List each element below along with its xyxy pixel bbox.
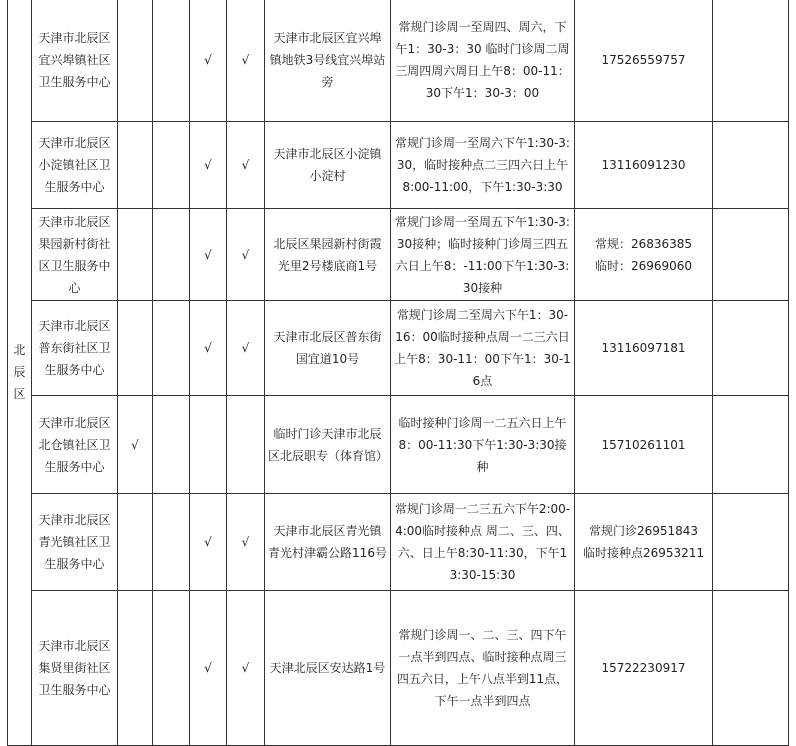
- col4-cell: [227, 396, 265, 494]
- col1-cell: √: [118, 396, 153, 494]
- hours-cell: 常规门诊周二至周六下午1：30-16：00临时接种点周一二三六日上午8：30-11：00下午1：30-16点: [391, 301, 575, 396]
- phone-cell: 13116091230: [575, 122, 713, 209]
- phone-cell: 常规：26836385 临时：26969060: [575, 209, 713, 301]
- hours-cell: 常规门诊周一至周四、周六，下午1：30-3：30 临时门诊周二周三周四周六周日上午8：00-11：30下午1：30-3：00: [391, 0, 575, 122]
- address-cell: 临时门诊天津市北辰区北辰职专（体育馆）: [265, 396, 391, 494]
- address-cell: 天津北辰区安达路1号: [265, 591, 391, 746]
- col3-cell: √: [190, 591, 227, 746]
- col2-cell: [153, 0, 190, 122]
- col3-cell: √: [190, 209, 227, 301]
- col2-cell: [153, 209, 190, 301]
- center-name: 天津市北辰区宜兴埠镇社区卫生服务中心: [32, 0, 118, 122]
- col1-cell: [118, 122, 153, 209]
- col3-cell: √: [190, 122, 227, 209]
- extra-cell: [713, 494, 789, 591]
- center-name: 天津市北辰区青光镇社区卫生服务中心: [32, 494, 118, 591]
- hours-cell: 常规门诊周一二三五六下午2:00-4:00临时接种点 周二、三、四、六、日上午8:30-11:30，下午13:30-15:30: [391, 494, 575, 591]
- center-name: 天津市北辰区北仓镇社区卫生服务中心: [32, 396, 118, 494]
- col1-cell: [118, 209, 153, 301]
- table-row: [8, 591, 789, 746]
- phone-cell: 15722230917: [575, 591, 713, 746]
- col4-cell: √: [227, 122, 265, 209]
- phone-cell: 常规门诊26951843 临时接种点26953211: [575, 494, 713, 591]
- col4-cell: √: [227, 591, 265, 746]
- col2-cell: [153, 396, 190, 494]
- col4-cell: √: [227, 209, 265, 301]
- address-cell: 天津市北辰区小淀镇小淀村: [265, 122, 391, 209]
- col1-cell: [118, 0, 153, 122]
- col4-cell: √: [227, 301, 265, 396]
- col2-cell: [153, 591, 190, 746]
- address-cell: 天津市北辰区宜兴埠镇地铁3号线宜兴埠站旁: [265, 0, 391, 122]
- extra-cell: [713, 0, 789, 122]
- col3-cell: √: [190, 0, 227, 122]
- hours-cell: 常规门诊周一、二、三、四下午一点半到四点、临时接种点周三四五六日，上午八点半到11点，下午一点半到四点: [391, 591, 575, 746]
- clinic-table: [7, 0, 789, 746]
- extra-cell: [713, 122, 789, 209]
- col1-cell: [118, 494, 153, 591]
- extra-cell: [713, 301, 789, 396]
- phone-cell: 17526559757: [575, 0, 713, 122]
- col1-cell: [118, 301, 153, 396]
- col3-cell: √: [190, 494, 227, 591]
- center-name: 天津市北辰区普东街社区卫生服务中心: [32, 301, 118, 396]
- table-row: [8, 209, 789, 301]
- col3-cell: √: [190, 301, 227, 396]
- col2-cell: [153, 122, 190, 209]
- extra-cell: [713, 209, 789, 301]
- table-row: [8, 494, 789, 591]
- table-row: [8, 122, 789, 209]
- table-row: [8, 0, 789, 122]
- col1-cell: [118, 591, 153, 746]
- col2-cell: [153, 301, 190, 396]
- hours-cell: 常规门诊周一至周五下午1:30-3:30接种；临时接种门诊周三四五六日上午8：-11:00下午1:30-3:30接种: [391, 209, 575, 301]
- address-cell: 天津市北辰区普东街国宜道10号: [265, 301, 391, 396]
- table-row: [8, 301, 789, 396]
- center-name: 天津市北辰区果园新村街社区卫生服务中心: [32, 209, 118, 301]
- district-cell: [8, 0, 32, 746]
- extra-cell: [713, 591, 789, 746]
- phone-cell: 15710261101: [575, 396, 713, 494]
- col4-cell: √: [227, 0, 265, 122]
- col4-cell: √: [227, 494, 265, 591]
- extra-cell: [713, 396, 789, 494]
- center-name: 天津市北辰区集贤里街社区卫生服务中心: [32, 591, 118, 746]
- hours-cell: 临时接种门诊周一二五六日上午8：00-11:30下午1:30-3:30接种: [391, 396, 575, 494]
- table-row: [8, 396, 789, 494]
- hours-cell: 常规门诊周一至周六下午1:30-3:30，临时接种点二三四六日上午8:00-11:00，下午1:30-3:30: [391, 122, 575, 209]
- district-label: 北辰区: [13, 343, 26, 401]
- phone-cell: 13116097181: [575, 301, 713, 396]
- col3-cell: [190, 396, 227, 494]
- center-name: 天津市北辰区小淀镇社区卫生服务中心: [32, 122, 118, 209]
- col2-cell: [153, 494, 190, 591]
- address-cell: 天津市北辰区青光镇青光村津霸公路116号: [265, 494, 391, 591]
- address-cell: 北辰区果园新村街霞光里2号楼底商1号: [265, 209, 391, 301]
